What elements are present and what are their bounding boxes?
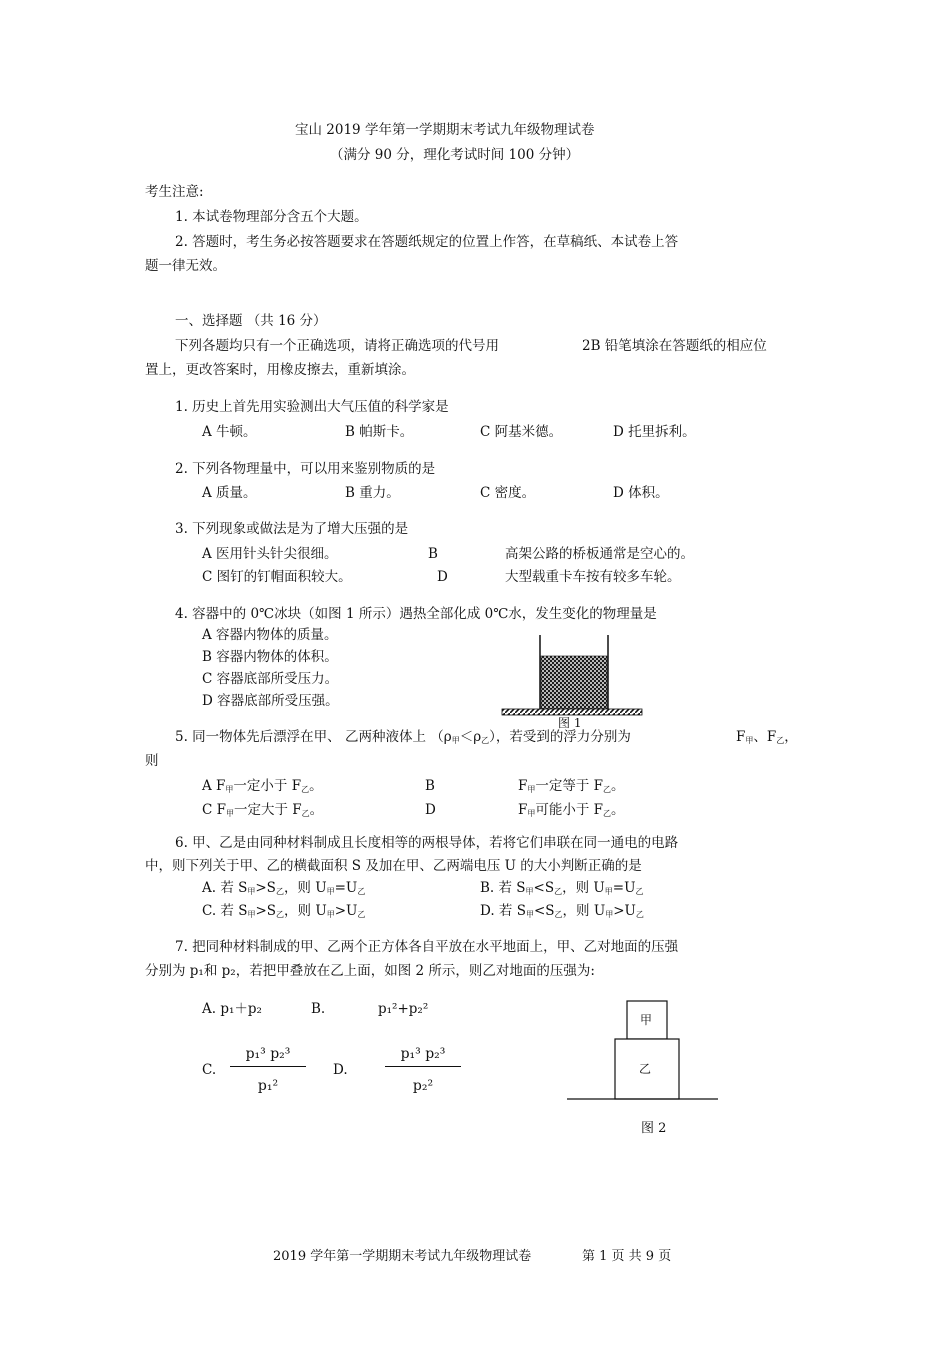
q6-option-c — [202, 903, 365, 921]
notice-item-1: 1. 本试卷物理部分含五个大题。 — [175, 209, 368, 225]
figure-2-label: 图 2 — [641, 1121, 667, 1136]
q6-a-sub3: 甲 — [326, 887, 335, 896]
footer-page-number: 第 1 页 共 9 页 — [582, 1249, 672, 1264]
q5-b-post: 一定等于 F — [535, 778, 604, 794]
q5-stem-pre: 5. 同一物体先后漂浮在甲、 乙两种液体上 （ρ — [175, 729, 452, 745]
q6-a-then: ，则 U — [283, 880, 327, 896]
q6-a-sub1: 甲 — [247, 887, 256, 896]
q7-d-denominator: p₂² — [412, 1078, 434, 1094]
q4-option-a: A 容器内物体的质量。 — [202, 627, 338, 643]
q7-option-b-letter: B. — [311, 1001, 326, 1017]
q6-c-sub3: 甲 — [326, 910, 335, 919]
q5-f1-sub: 甲 — [745, 736, 754, 745]
q6-c-gt: >S — [255, 903, 277, 919]
q7-option-c-letter: C. — [202, 1062, 217, 1078]
cube-yi-label: 乙 — [639, 1062, 652, 1076]
q7-d-numerator: p₁³ p₂³ — [400, 1046, 446, 1062]
q7-stem-1: 7. 把同种材料制成的甲、乙两个正方体各自平放在水平地面上，甲、乙对地面的压强 — [175, 939, 679, 955]
q6-b-eq: =U — [612, 880, 636, 896]
q5-a-sub1: 甲 — [225, 785, 234, 794]
q5-stem-mid: ＜ρ — [459, 729, 482, 745]
notice-heading: 考生注意: — [145, 184, 204, 200]
q5-b-end: 。 — [611, 778, 625, 794]
q5-b-f: F — [518, 778, 528, 794]
q6-stem-2: 中，则下列关于甲、乙的横截面积 S 及加在甲、乙两端电压 U 的大小判断正确的是 — [145, 858, 642, 874]
notice-item-2a: 2. 答题时，考生务必按答题要求在答题纸规定的位置上作答，在草稿纸、本试卷上答 — [175, 234, 679, 250]
q2-option-b: B 重力。 — [345, 485, 400, 501]
q3-option-d-letter: D — [437, 569, 448, 585]
q5-a-sub2: 乙 — [301, 785, 310, 794]
q4-option-c: C 容器底部所受压力。 — [202, 671, 339, 687]
q6-c-sub1: 甲 — [247, 910, 256, 919]
q2-option-a: A 质量。 — [202, 485, 257, 501]
q5-option-a — [202, 778, 323, 796]
section-instr-2: 置上，更改答案时，用橡皮擦去，重新填涂。 — [145, 362, 415, 378]
q6-c-gt2: >U — [334, 903, 358, 919]
q4-stem: 4. 容器中的 0℃冰块（如图 1 所示）遇热全部化成 0℃水，发生变化的物理量是 — [175, 606, 657, 622]
q5-a-f: A F — [202, 778, 226, 794]
q7-d-fraction-bar — [385, 1066, 461, 1067]
q6-a-sub2: 乙 — [275, 887, 284, 896]
q6-b-pre: B. 若 S — [480, 880, 526, 896]
section-heading: 一、选择题 （共 16 分） — [175, 313, 327, 329]
q5-b-sub1: 甲 — [527, 785, 536, 794]
q3-stem: 3. 下列现象或做法是为了增大压强的是 — [175, 521, 409, 537]
exam-title: 宝山 2019 学年第一学期期末考试九年级物理试卷 — [295, 122, 595, 138]
figure-1-ice-container — [495, 633, 645, 718]
q7-option-b-expr: p₁²+p₂² — [378, 1001, 429, 1017]
q6-c-sub2: 乙 — [276, 910, 285, 919]
q3-option-c: C 图钉的钉帽面积较大。 — [202, 569, 352, 585]
q4-option-b: B 容器内物体的体积。 — [202, 649, 338, 665]
q1-option-a: A 牛顿。 — [202, 424, 257, 440]
q5-sub-yi: 乙 — [481, 736, 490, 745]
q5-f2: 、F — [753, 729, 777, 745]
q6-c-sub4: 乙 — [357, 910, 366, 919]
q6-d-then: ，则 U — [562, 903, 606, 919]
q5-d-end: 。 — [611, 802, 625, 818]
q6-d-sub2: 乙 — [554, 910, 563, 919]
q3-option-a: A 医用针头针尖很细。 — [202, 546, 338, 562]
q5-f2-sub: 乙 — [776, 736, 785, 745]
q7-c-fraction-bar — [230, 1066, 306, 1067]
section-instr-1b: 2B 铅笔填涂在答题纸的相应位 — [582, 338, 767, 354]
q6-b-then: ，则 U — [562, 880, 605, 896]
q6-a-eq: =U — [334, 880, 358, 896]
q5-a-end: 。 — [309, 778, 323, 794]
q7-c-numerator: p₁³ p₂³ — [245, 1046, 291, 1062]
q6-b-sub3: 甲 — [604, 887, 613, 896]
q2-option-d: D 体积。 — [613, 485, 669, 501]
q5-c-sub1: 甲 — [226, 809, 234, 818]
exam-subtitle: （满分 90 分，理化考试时间 100 分钟） — [330, 147, 580, 163]
q1-stem: 1. 历史上首先用实验测出大气压值的科学家是 — [175, 399, 449, 415]
q5-d-sub1: 甲 — [527, 809, 536, 818]
q2-stem: 2. 下列各物理量中，可以用来鉴别物质的是 — [175, 461, 436, 477]
q6-c-pre: C. 若 S — [202, 903, 248, 919]
figure-1-label: 图 1 — [558, 716, 582, 730]
q6-option-d — [480, 903, 644, 921]
q5-option-d — [518, 802, 625, 820]
q6-option-b — [480, 880, 643, 898]
q6-d-pre: D. 若 S — [480, 903, 526, 919]
q3-option-b: 高架公路的桥板通常是空心的。 — [505, 546, 694, 562]
q6-a-sub4: 乙 — [357, 887, 366, 896]
q5-a-post: 一定小于 F — [233, 778, 302, 794]
q1-option-b: B 帕斯卡。 — [345, 424, 414, 440]
q5-d-f: F — [518, 802, 528, 818]
q6-b-sub1: 甲 — [525, 887, 534, 896]
q5-c-end: 。 — [309, 802, 324, 818]
q5-option-b — [518, 778, 625, 796]
q1-option-c: C 阿基米德。 — [480, 424, 563, 440]
q2-option-c: C 密度。 — [480, 485, 536, 501]
q5-stem — [175, 729, 631, 747]
q5-option-d-letter: D — [425, 802, 436, 818]
q5-c-f: C F — [202, 802, 226, 818]
q1-option-d: D 托里拆利。 — [613, 424, 696, 440]
q3-option-d: 大型载重卡车按有较多车轮。 — [505, 569, 681, 585]
q6-a-gt: >S — [255, 880, 276, 896]
q5-f1: F — [736, 729, 746, 745]
q7-option-d-letter: D. — [333, 1062, 348, 1078]
q5-sub-jia: 甲 — [451, 736, 460, 745]
q6-d-sub1: 甲 — [525, 910, 534, 919]
q5-option-c — [202, 802, 323, 820]
q5-forces — [736, 729, 798, 747]
q6-d-sub4: 乙 — [635, 910, 644, 919]
q4-option-d: D 容器底部所受压强。 — [202, 693, 339, 709]
q3-option-b-letter: B — [428, 546, 438, 562]
q5-option-b-letter: B — [425, 778, 435, 794]
q6-d-sub3: 甲 — [605, 910, 614, 919]
q6-d-gt: >U — [613, 903, 636, 919]
q5-stem-end: ， — [784, 729, 798, 745]
q7-stem-2: 分别为 p₁和 p₂，若把甲叠放在乙上面，如图 2 所示，则乙对地面的压强为: — [145, 963, 595, 979]
footer-title: 2019 学年第一学期期末考试九年级物理试卷 — [273, 1249, 532, 1264]
q5-d-post: 可能小于 F — [535, 802, 604, 818]
q6-b-lt: <S — [533, 880, 555, 896]
section-instr-1a: 下列各题均只有一个正确选项，请将正确选项的代号用 — [175, 338, 499, 354]
cube-jia-label: 甲 — [640, 1013, 653, 1027]
q5-b-sub2: 乙 — [603, 785, 612, 794]
q7-option-a: A. p₁＋p₂ — [202, 1001, 262, 1017]
q6-option-a — [202, 880, 365, 898]
q6-c-then: ，则 U — [284, 903, 327, 919]
q6-a-pre: A. 若 S — [202, 880, 248, 896]
ice-block — [541, 656, 607, 709]
q5-d-sub2: 乙 — [603, 809, 612, 818]
q6-b-sub4: 乙 — [635, 887, 644, 896]
q6-b-sub2: 乙 — [554, 887, 563, 896]
q5-c-post: 一定大于 F — [234, 802, 302, 818]
notice-item-2b: 题一律无效。 — [145, 258, 226, 274]
q5-c-sub2: 乙 — [301, 809, 310, 818]
q5-then: 则 — [145, 753, 159, 769]
q6-stem-1: 6. 甲、乙是由同种材料制成且长度相等的两根导体，若将它们串联在同一通电的电路 — [175, 835, 679, 851]
q5-stem-post: ），若受到的浮力分别为 — [489, 729, 631, 745]
q7-c-denominator: p₁² — [257, 1078, 279, 1094]
q6-d-lt: <S — [533, 903, 555, 919]
